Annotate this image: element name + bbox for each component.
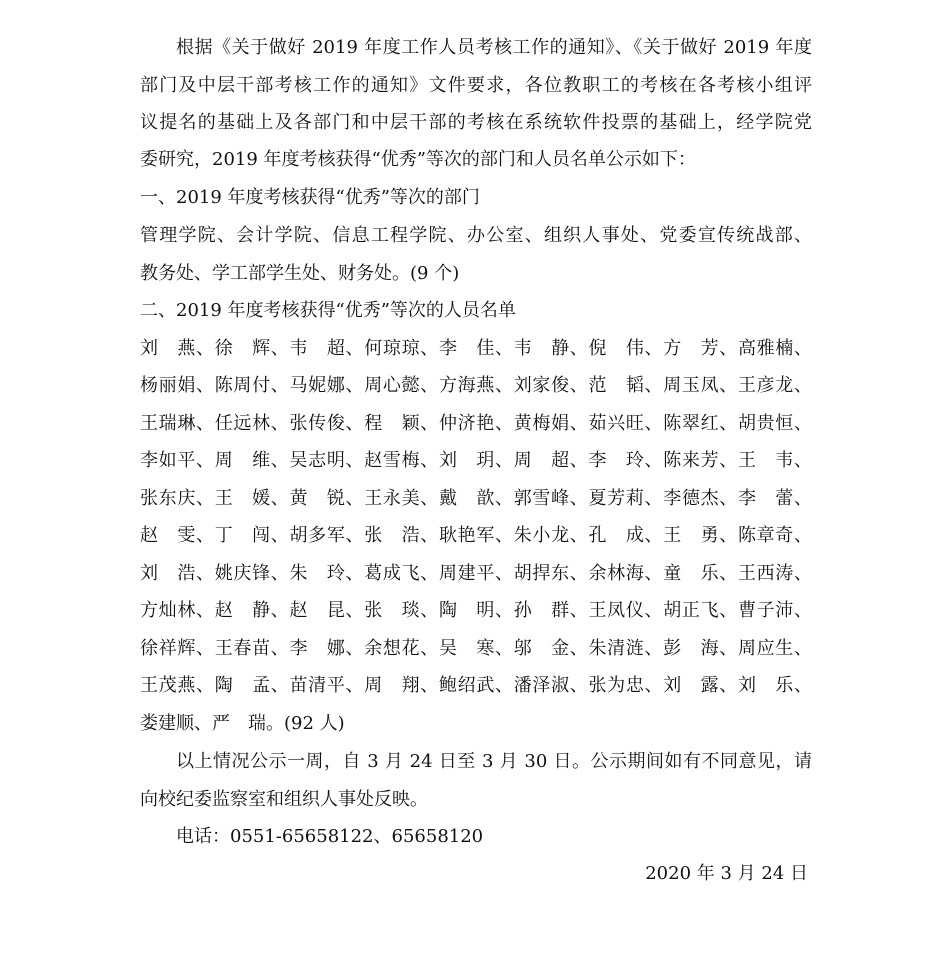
section-2-heading: 二、2019 年度考核获得“优秀”等次的人员名单 bbox=[140, 300, 516, 321]
notice-line-1: 以上情况公示一周，自 3 月 24 日至 3 月 30 日。公示期间如有不同意见，请 bbox=[176, 751, 812, 772]
name-row: 刘 浩、姚庆锋、朱 玲、葛成飞、周建平、胡捍东、余林海、童 乐、王西涛、 bbox=[140, 563, 812, 584]
section-1-heading: 一、2019 年度考核获得“优秀”等次的部门 bbox=[140, 187, 480, 208]
intro-line-4: 委研究，2019 年度考核获得“优秀”等次的部门和人员名单公示如下： bbox=[140, 149, 696, 170]
name-row: 方灿林、赵 静、赵 昆、张 琰、陶 明、孙 群、王凤仪、胡正飞、曹子沛、 bbox=[140, 600, 812, 621]
document-date: 2020 年 3 月 24 日 bbox=[645, 863, 808, 884]
name-row: 刘 燕、徐 辉、韦 超、何琼琼、李 佳、韦 静、倪 伟、方 芳、高雅楠、 bbox=[140, 338, 812, 359]
contact-phone: 电话：0551-65658122、65658120 bbox=[176, 826, 484, 847]
name-row: 徐祥辉、王春苗、李 娜、余想花、吴 寒、邬 金、朱清涟、彭 海、周应生、 bbox=[140, 638, 812, 659]
department-list-line-1: 管理学院、会计学院、信息工程学院、办公室、组织人事处、党委宣传统战部、 bbox=[140, 225, 812, 246]
name-row: 赵 雯、丁 闯、胡多军、张 浩、耿艳军、朱小龙、孔 成、王 勇、陈章奇、 bbox=[140, 525, 812, 546]
intro-line-2: 部门及中层干部考核工作的通知》文件要求，各位教职工的考核在各考核小组评 bbox=[140, 75, 812, 96]
intro-line-3: 议提名的基础上及各部门和中层干部的考核在系统软件投票的基础上，经学院党 bbox=[140, 112, 812, 133]
name-row: 娄建顺、严 瑞。(92 人) bbox=[140, 713, 345, 734]
name-row: 王茂燕、陶 孟、苗清平、周 翔、鲍绍武、潘泽淑、张为忠、刘 露、刘 乐、 bbox=[140, 675, 812, 696]
name-row: 王瑞琳、任远林、张传俊、程 颖、仲济艳、黄梅娟、茹兴旺、陈翠红、胡贵恒、 bbox=[140, 413, 812, 434]
notice-line-2: 向校纪委监察室和组织人事处反映。 bbox=[140, 789, 428, 810]
department-list-line-2: 教务处、学工部学生处、财务处。(9 个) bbox=[140, 263, 460, 284]
name-row: 李如平、周 维、吴志明、赵雪梅、刘 玥、周 超、李 玲、陈来芳、王 韦、 bbox=[140, 450, 812, 471]
intro-line-1: 根据《关于做好 2019 年度工作人员考核工作的通知》、《关于做好 2019 年度 bbox=[176, 37, 812, 58]
name-row: 杨丽娟、陈周付、马妮娜、周心懿、方海燕、刘家俊、范 韬、周玉凤、王彦龙、 bbox=[140, 375, 812, 396]
name-row: 张东庆、王 媛、黄 锐、王永美、戴 歆、郭雪峰、夏芳莉、李德杰、李 蕾、 bbox=[140, 488, 812, 509]
